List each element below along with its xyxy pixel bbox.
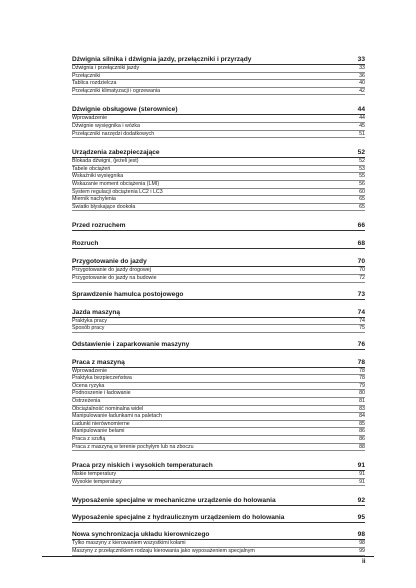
toc-entry-label: Tylko maszyny z kierowaniem wszystkimi kołami xyxy=(72,540,186,547)
toc-entry-label: Dźwignia i przełączniki jazdy xyxy=(72,65,140,71)
toc-entry[interactable] xyxy=(72,375,365,383)
toc-entry[interactable] xyxy=(72,398,365,406)
toc-section xyxy=(72,461,365,486)
toc-section xyxy=(72,148,365,211)
toc-heading-page: 95 xyxy=(357,514,365,522)
toc-section xyxy=(72,530,365,555)
toc-entry-page: 72 xyxy=(359,274,365,281)
toc-entry[interactable] xyxy=(72,428,365,436)
toc-heading-page: 98 xyxy=(357,531,365,539)
toc-heading-title: Praca z maszyną xyxy=(72,358,125,366)
toc-heading-page: 76 xyxy=(357,340,365,348)
toc-section xyxy=(72,55,365,95)
toc-entry[interactable] xyxy=(72,166,365,174)
toc-entry-label: Ładunki nierównomierne xyxy=(72,420,130,427)
toc-entry-label: Przełączniki klimatyzacji i ogrzewania xyxy=(72,87,161,94)
toc-entry[interactable] xyxy=(72,406,365,414)
toc-heading[interactable] xyxy=(72,221,365,231)
toc-heading-page: 52 xyxy=(357,149,365,157)
toc-entry-page: 85 xyxy=(359,420,365,427)
toc-entry-label: Miernik nachylenia xyxy=(72,196,116,203)
toc-section xyxy=(72,308,365,333)
toc-section xyxy=(72,257,365,282)
toc-entry-page: 91 xyxy=(359,471,365,478)
toc-entry-label: Maszyny z przełącznikiem rodzaju kierowania jako wyposażeniem specjalnym xyxy=(72,548,255,554)
toc-entry[interactable] xyxy=(72,444,365,452)
toc-heading-page: 70 xyxy=(357,258,365,266)
toc-entry-page: 40 xyxy=(359,80,365,87)
toc-heading-page: 91 xyxy=(357,462,365,470)
toc-heading[interactable] xyxy=(72,55,365,65)
toc-heading[interactable] xyxy=(72,461,365,471)
toc-entry-label: Wysokie temperatury xyxy=(72,478,122,485)
toc-heading-title: Przygotowanie do jazdy xyxy=(72,258,147,266)
toc-entry-label: Manipulowanie ładunkami na paletach xyxy=(72,413,162,420)
toc-entry-label: Sposób pracy xyxy=(72,325,105,332)
toc-entry[interactable] xyxy=(72,80,365,88)
toc-entry-label: Praca z szufią xyxy=(72,436,106,443)
toc-entry-label: Przełączniki xyxy=(72,72,101,79)
toc-entry-label: Przygotowanie do jazdy na budowie xyxy=(72,274,157,281)
toc-heading-title: Dźwignia silnika i dźwignia jazdy, przełączniki i przyrządy xyxy=(72,56,252,63)
toc-heading-title: Wyposażenie specjalne w mechaniczne urządzenie do holowania xyxy=(72,497,276,505)
toc-section xyxy=(72,239,365,249)
toc-heading-page: 68 xyxy=(357,240,365,248)
toc-heading[interactable] xyxy=(72,290,365,300)
toc-entry-page: 55 xyxy=(359,173,365,180)
toc-entry[interactable] xyxy=(72,383,365,391)
toc-heading-page: 73 xyxy=(357,290,365,298)
toc-heading[interactable] xyxy=(72,148,365,158)
toc-entry-label: Światło błyskające dookoła xyxy=(72,203,136,210)
toc-entry[interactable] xyxy=(72,325,365,333)
toc-entry-page: 33 xyxy=(359,65,365,71)
toc-entry-label: Wprowadzenie xyxy=(72,367,108,374)
page-number: ii xyxy=(362,558,366,565)
table-of-contents xyxy=(72,55,365,563)
toc-heading-title: Przed rozruchem xyxy=(72,222,126,230)
toc-entry-page: 78 xyxy=(359,375,365,382)
toc-entry[interactable] xyxy=(72,173,365,181)
toc-heading[interactable] xyxy=(72,308,365,318)
toc-section xyxy=(72,290,365,300)
toc-entry[interactable] xyxy=(72,189,365,197)
toc-heading-title: Praca przy niskich i wysokich temperaturach xyxy=(72,462,213,470)
toc-heading-page: 78 xyxy=(357,358,365,366)
toc-entry-page: 52 xyxy=(359,158,365,165)
toc-entry-page: 70 xyxy=(359,267,365,274)
toc-entry-label: Ostrzeżenia xyxy=(72,398,101,405)
toc-entry-page: 42 xyxy=(359,87,365,94)
toc-heading-page: 92 xyxy=(357,497,365,505)
toc-heading[interactable] xyxy=(72,513,365,523)
toc-entry-label: Niskie temperatury xyxy=(72,471,117,478)
toc-entry[interactable] xyxy=(72,421,365,429)
toc-entry-page: 65 xyxy=(359,196,365,203)
toc-heading-title: Sprawdzenie hamulca postojowego xyxy=(72,290,184,298)
toc-entry-page: 53 xyxy=(359,165,365,172)
footer-rule xyxy=(42,556,374,557)
toc-entry-label: Praktyka pracy xyxy=(72,317,108,324)
toc-heading-title: Wyposażenie specjalne z hydraulicznym urządzeniem do holowania xyxy=(72,514,285,522)
toc-entry[interactable] xyxy=(72,204,365,212)
toc-entry-page: 56 xyxy=(359,180,365,187)
toc-section xyxy=(72,221,365,231)
toc-entry-page: 79 xyxy=(359,382,365,389)
toc-entry[interactable] xyxy=(72,88,365,96)
toc-entry[interactable] xyxy=(72,267,365,275)
toc-entry-page: 80 xyxy=(359,390,365,397)
toc-heading-title: Dźwignie obsługowe (sterownice) xyxy=(72,106,178,114)
toc-entry[interactable] xyxy=(72,65,365,73)
toc-entry-label: Wskazanie moment obciążenia (LMI) xyxy=(72,180,160,187)
toc-entry[interactable] xyxy=(72,548,365,556)
toc-heading[interactable] xyxy=(72,105,365,115)
toc-entry-page: 75 xyxy=(359,325,365,332)
toc-heading[interactable] xyxy=(72,257,365,267)
toc-entry[interactable] xyxy=(72,131,365,139)
toc-entry[interactable] xyxy=(72,181,365,189)
toc-heading-title: Odstawienie i zaparkowanie maszyny xyxy=(72,340,190,348)
toc-entry[interactable] xyxy=(72,158,365,166)
toc-entry-page: 60 xyxy=(359,188,365,195)
toc-heading-title: Jazda maszyną xyxy=(72,308,121,316)
toc-entry[interactable] xyxy=(72,73,365,81)
toc-entry-label: Przygotowanie do jazdy drogowej xyxy=(72,267,151,274)
toc-entry[interactable] xyxy=(72,275,365,283)
toc-heading-page: 33 xyxy=(357,56,365,63)
toc-heading-title: Nowa synchronizacja układu kierowniczego xyxy=(72,531,210,539)
toc-heading[interactable] xyxy=(72,530,365,540)
toc-entry-label: Praktyka bezpieczeństwa xyxy=(72,375,132,382)
toc-entry-page: 91 xyxy=(359,478,365,485)
toc-heading-page: 44 xyxy=(357,106,365,114)
toc-entry-label: Ocena ryzyka xyxy=(72,382,105,389)
toc-entry-label: Przełączniki narzędzi dodatkowych xyxy=(72,130,155,137)
toc-entry-page: 86 xyxy=(359,436,365,443)
toc-heading-title: Urządzenia zabezpieczające xyxy=(72,149,160,157)
toc-section xyxy=(72,496,365,506)
toc-entry[interactable] xyxy=(72,471,365,479)
toc-entry-page: 36 xyxy=(359,72,365,79)
toc-entry-page: 84 xyxy=(359,413,365,420)
toc-entry[interactable] xyxy=(72,123,365,131)
toc-entry-page: 65 xyxy=(359,203,365,210)
toc-entry[interactable] xyxy=(72,540,365,548)
toc-entry-label: Blokada dźwigni, (jeżeli jest) xyxy=(72,158,139,165)
toc-entry-page: 44 xyxy=(359,115,365,122)
toc-entry[interactable] xyxy=(72,115,365,123)
toc-heading-page: 66 xyxy=(357,222,365,230)
toc-heading[interactable] xyxy=(72,358,365,368)
toc-entry[interactable] xyxy=(72,436,365,444)
toc-entry[interactable] xyxy=(72,318,365,326)
toc-entry-page: 78 xyxy=(359,367,365,374)
toc-entry-page: 45 xyxy=(359,122,365,129)
toc-entry[interactable] xyxy=(72,413,365,421)
toc-entry-label: Wskaźniki wysięgnika xyxy=(72,173,124,180)
toc-entry-page: 88 xyxy=(359,443,365,450)
toc-section xyxy=(72,513,365,523)
toc-entry-page: 86 xyxy=(359,428,365,435)
toc-entry-label: Praca z maszyną w terenie pochyłym lub na zboczu xyxy=(72,443,194,450)
toc-entry-label: Tablica rozdzielcza xyxy=(72,80,117,87)
toc-entry-label: Wprowadzenie xyxy=(72,115,108,122)
toc-entry-page: 74 xyxy=(359,317,365,324)
toc-entry-page: 83 xyxy=(359,405,365,412)
toc-heading[interactable] xyxy=(72,239,365,249)
toc-entry-label: System regulacji obciążenia LC2 i LC3 xyxy=(72,188,163,195)
toc-heading-page: 74 xyxy=(357,308,365,316)
toc-heading[interactable] xyxy=(72,496,365,506)
toc-entry-page: 98 xyxy=(359,540,365,547)
toc-heading-title: Rozruch xyxy=(72,240,99,248)
toc-entry-page: 51 xyxy=(359,130,365,137)
toc-entry[interactable] xyxy=(72,368,365,376)
toc-entry-label: Tabele obciążeń xyxy=(72,165,111,172)
toc-entry-label: Manipulowanie belami xyxy=(72,428,125,435)
toc-entry-label: Dźwignie wysięgnika i wózka xyxy=(72,122,141,129)
toc-entry[interactable] xyxy=(72,390,365,398)
toc-entry-label: Obciążalność nominalna widel xyxy=(72,405,144,412)
toc-entry-page: 81 xyxy=(359,398,365,405)
toc-section xyxy=(72,105,365,138)
toc-section xyxy=(72,340,365,350)
toc-entry[interactable] xyxy=(72,479,365,487)
toc-heading[interactable] xyxy=(72,340,365,350)
toc-entry-page: 99 xyxy=(359,548,365,554)
toc-entry-label: Podnoszenie i ładowanie xyxy=(72,390,131,397)
toc-entry[interactable] xyxy=(72,196,365,204)
toc-section xyxy=(72,358,365,452)
